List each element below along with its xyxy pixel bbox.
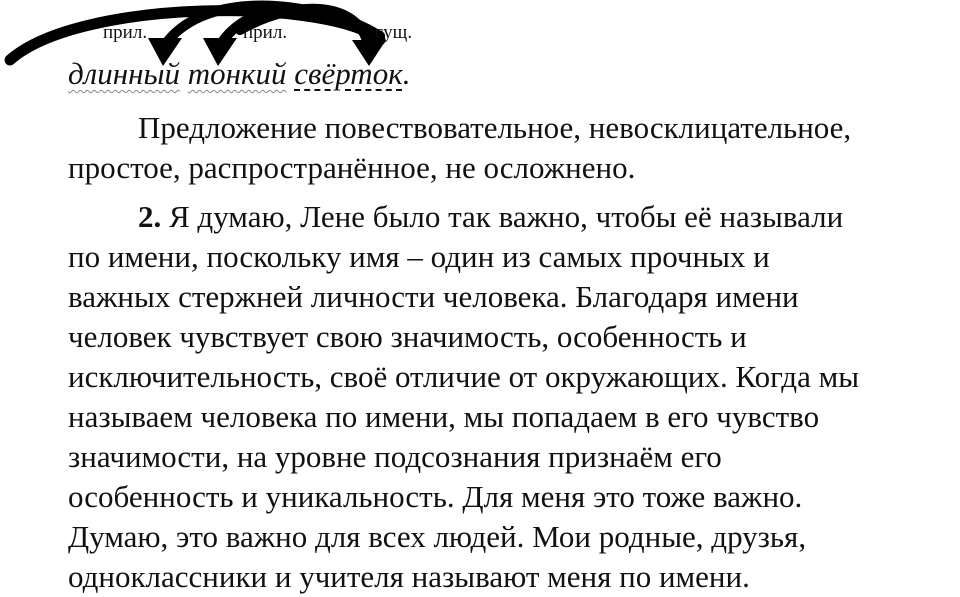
item-number: 2. <box>138 199 162 234</box>
paragraph-line: важных стержней личности человека. Благодаря имени <box>68 279 799 314</box>
paragraph-line: исключительность, своё отличие от окружающих. Когда мы <box>68 359 860 394</box>
paragraph-line: называем человека по имени, мы попадаем в его чувство <box>68 399 820 434</box>
paragraph-answer-2 <box>68 197 948 597</box>
paragraph-line: по имени, поскольку имя – один из самых прочных и <box>68 239 770 274</box>
phrase-period: . <box>402 56 411 91</box>
pos-label-adj-1: прил. <box>103 22 148 43</box>
pos-label-adj-2: прил. <box>243 22 288 43</box>
paragraph-line: человек чувствует свою значимость, особенность и <box>68 319 747 354</box>
paragraph-line: одноклассники и учителя называют меня по имени. <box>68 559 750 594</box>
paragraph-line: простое, распространённое, не осложнено. <box>68 150 636 185</box>
paragraph-line: 2. Я думаю, Лене было так важно, чтобы её называли <box>138 199 844 234</box>
word-noun: свёрток <box>294 56 403 91</box>
paragraph-line: Думаю, это важно для всех людей. Мои родные, друзья, <box>68 519 807 554</box>
paragraph-line: значимости, на уровне подсознания признаём его <box>68 439 722 474</box>
pos-label-noun: сущ. <box>375 22 413 43</box>
word-adjective-2: тонкий <box>187 56 287 91</box>
parsed-phrase <box>68 55 410 92</box>
paragraph-sentence-analysis <box>68 108 948 188</box>
paragraph-line: особенность и уникальность. Для меня это тоже важно. <box>68 479 803 514</box>
paragraph-line: Предложение повествовательное, невосклицательное, <box>138 110 852 145</box>
word-adjective-1: длинный <box>68 56 180 91</box>
